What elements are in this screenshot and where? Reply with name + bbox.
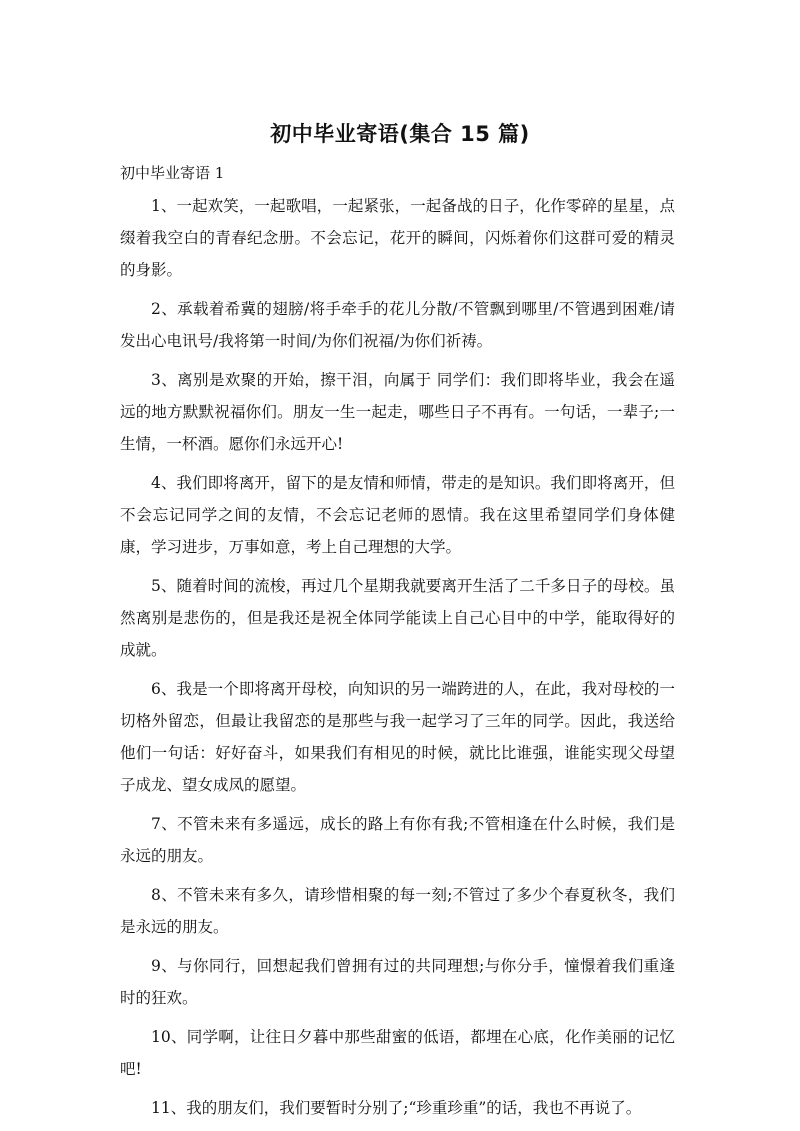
paragraph: 5、随着时间的流梭，再过几个星期我就要离开生活了二千多日子的母校。虽然离别是悲伤的，但是我还是祝全体同学能读上自己心目中的中学，能取得好的成就。 xyxy=(120,577,675,659)
section-heading: 初中毕业寄语 1 xyxy=(120,164,225,182)
paragraph: 6、我是一个即将离开母校，向知识的另一端跨进的人，在此，我对母校的一切格外留恋，但最让我留恋的是那些与我一起学习了三年的同学。因此，我送给他们一句话：好好奋斗，如果我们有相见的时候，就比比谁强，谁能实现父母望子成龙、望女成凤的愿望。 xyxy=(120,680,675,794)
paragraph: 4、我们即将离开，留下的是友情和师情，带走的是知识。我们即将离开，但不会忘记同学之间的友情，不会忘记老师的恩情。我在这里希望同学们身体健康，学习进步，万事如意，考上自己理想的大学。 xyxy=(120,474,675,556)
paragraph: 2、承载着希冀的翅膀/将手牵手的花儿分散/不管飘到哪里/不管遇到困难/请发出心电讯号/我将第一时间/为你们祝福/为你们祈祷。 xyxy=(120,300,675,350)
paragraph: 1、一起欢笑，一起歌唱，一起紧张，一起备战的日子，化作零碎的星星，点缀着我空白的青春纪念册。不会忘记，花开的瞬间，闪烁着你们这群可爱的精灵的身影。 xyxy=(120,197,675,279)
paragraph: 10、同学啊，让往日夕暮中那些甜蜜的低语，都埋在心底，化作美丽的记忆吧! xyxy=(120,1028,675,1078)
paragraph: 11、我的朋友们，我们要暂时分别了;“珍重珍重”的话，我也不再说了。 xyxy=(151,1099,642,1117)
paragraph: 3、离别是欢聚的开始，擦干泪，向属于 同学们：我们即将毕业，我会在遥远的地方默默祝福你们。朋友一生一起走，哪些日子不再有。一句话，一辈子;一生情，一杯酒。愿你们永远开心! xyxy=(120,371,675,453)
document-body xyxy=(120,190,675,1131)
document-title: 初中毕业寄语(集合 15 篇) xyxy=(270,122,530,146)
paragraph: 9、与你同行，回想起我们曾拥有过的共同理想;与你分手，憧憬着我们重逢时的狂欢。 xyxy=(120,957,675,1007)
paragraph: 8、不管未来有多久，请珍惜相聚的每一刻;不管过了多少个春夏秋冬，我们是永远的朋友。 xyxy=(120,886,675,936)
paragraph: 7、不管未来有多遥远，成长的路上有你有我;不管相逢在什么时候，我们是永远的朋友。 xyxy=(120,815,675,865)
